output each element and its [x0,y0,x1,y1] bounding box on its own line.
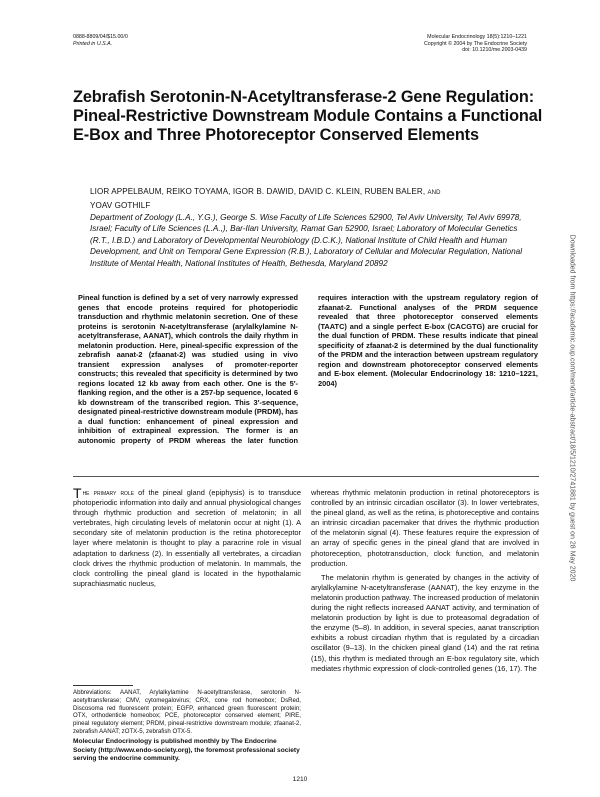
publisher-note: Molecular Endocrinology is published monthly by The Endocrine Society (http://www.endo-society.org), the foremost professional society serving the endocrine community. [73,738,300,763]
journal-header-right [424,34,527,54]
author-last: YOAV GOTHILF [90,200,151,210]
intro-paragraph-1: whereas rhythmic melatonin production in retinal photoreceptors is controlled by an intrinsic circadian oscillator (3). In lower vertebrates, the pineal gland, as well as the retina, is photoreceptive and contains an intrinsic circadian pacemaker that drives the rhythmic production of the melatonin signal (4). These features require the expression of an array of specific genes in the pineal gland that are involved in photoreception, phototransduction, clock function, and melatonin production. [311,488,539,568]
doi-line: doi: 10.1210/me.2003-0439 [462,47,527,54]
issn-line: 0888-8809/04/$15.00/0 [73,34,128,40]
abstract: Pineal function is defined by a set of very narrowly expressed genes that encode proteins required for photoperiodic transduction and rhythmic melatonin secretion. One of these proteins is serotonin N-acetyltransferase (arylalkylamine N-acetyltransferase, AANAT), which controls the daily rhythm in melatonin production. Here, pineal-specific expression of the zebrafish aanat-2 (zfaanat-2) was studied using in vivo transient expression analyses of promoter-reporter constructs; this revealed that specificity is determined by two regions located 12 kb away from each other. One is the 5′-flanking region, and the other is a 257-bp sequence, located 6 kb downstream of the transcribed region. This 3′-sequence, designated pineal-restrictive downstream module (PRDM), has a dual function: enhancement of pineal expression and inhibition of extrapineal expression. The former is an autonomic property of PRDM whereas the later function requires interaction with the upstream regulatory region of zfaanat-2. Functional analyses of the PRDM sequence revealed that three photoreceptor conserved elements (TAATC) and a single perfect E-box (CACGTG) are crucial for the dual function of PRDM. These results indicate that pineal specificity of zfaanat-2 is determined by the dual functionality of the PRDM and the interaction between upstream regulatory region and downstream photoreceptor conserved elements and E-box element. (Molecular Endocrinology 18: 1210–1221, 2004) [78,293,538,445]
intro-lead: he primary role [82,488,135,497]
intro-column-right [311,488,539,674]
article-title: Zebrafish Serotonin-N-Acetyltransferase-2 Gene Regulation: Pineal-Restrictive Downstream Module Contains a Functional E-Box and Three Photoreceptor Conserved Elements [73,88,543,144]
abbreviations-footnote: Abbreviations: AANAT, Arylalkylamine N-acetyltransferase, serotonin N-acetyltransferase; CMV, cytomegalovirus; CRX, cone rod homeobox; DsRed, Discosoma red fluorescent protein; EGFP, enhanced green fluorescent protein; OTX, orthodenticle homeobox; PCE, photoreceptor conserved element; PIRE, pineal regulatory element; PRDM, pineal-restrictive downstream module; zfaanat-2, zebrafish AANAT; zOTX-5, zebrafish OTX-5. [73,689,301,735]
intro-paragraph-2: The melatonin rhythm is generated by changes in the activity of arylalkylamine N-acetyltransferase (AANAT), the key enzyme in the melatonin production pathway. The increased production of melatonin during the night reflects increased AANAT activity, and termination of melatonin production by light is due to proteasomal degradation of the enzyme (5–8). In addition, in several species, aanat transcription exhibits a robust circadian rhythm that is regulated by a circadian oscillator (9–13). In the chicken pineal gland (14) and the rat retina (15), this rhythm is mediated through an E-box regulatory site, which mediates rhythmic expression of clock-controlled genes (16, 17). The [311,572,539,673]
footnote-divider [73,685,133,686]
author-names: LIOR APPELBAUM, REIKO TOYAMA, IGOR B. DAWID, DAVID C. KLEIN, RUBEN BALER, [90,187,426,196]
section-divider [73,476,539,477]
intro-column-left [73,485,301,589]
intro-text-left: of the pineal gland (epiphysis) is to transduce photoperiodic information into daily and annual physiological changes through rhythmic production and secretion of melatonin; in all vertebrates, high circulating levels of melatonin occur at night (1). A secondary site of melatonin production is the retina photoreceptor layer where melatonin is thought to play a paracrine role in visual adaptation to darkness (2). In essentially all vertebrates, a circadian clock drives the rhythmic production of melatonin. In mammals, the clock controlling the pineal gland is located in the hypothalamic suprachiasmatic nucleus, [73,488,301,588]
printed-line: Printed in U.S.A. [73,40,113,47]
affiliations: Department of Zoology (L.A., Y.G.), George S. Wise Faculty of Life Sciences 52900, Tel Aviv University, Tel Aviv 69978, Israel; Faculty of Life Sciences (L.A.,), Bar-Ilan University, Ramat Gan 52900, Israel; Laboratory of Molecular Genetics (R.T., I.B.D.) and Laboratory of Developmental Neurobiology (D.C.K.), National Institute of Child Health and Human Development, and Unit on Temporal Gene Expression (R.B.), Laboratory of Cellular and Molecular Regulation, National Institute of Mental Health, National Institutes of Health, Bethesda, Maryland 20892 [90,213,523,268]
author-conjunction: AND [427,190,441,196]
download-watermark [566,178,578,638]
journal-header-left [73,34,128,47]
download-note: Downloaded from https://academic.oup.com/mend/article-abstract/18/5/1210/2741881 by guest on 28 May 2020 [568,234,576,582]
copyright-line: Copyright © 2004 by The Endocrine Society [423,40,527,47]
drop-cap: T [73,485,82,501]
author-list [90,186,530,211]
page-number: 1210 [292,776,308,783]
journal-citation: Molecular Endocrinology 18(5):1210–1221 [427,34,527,40]
